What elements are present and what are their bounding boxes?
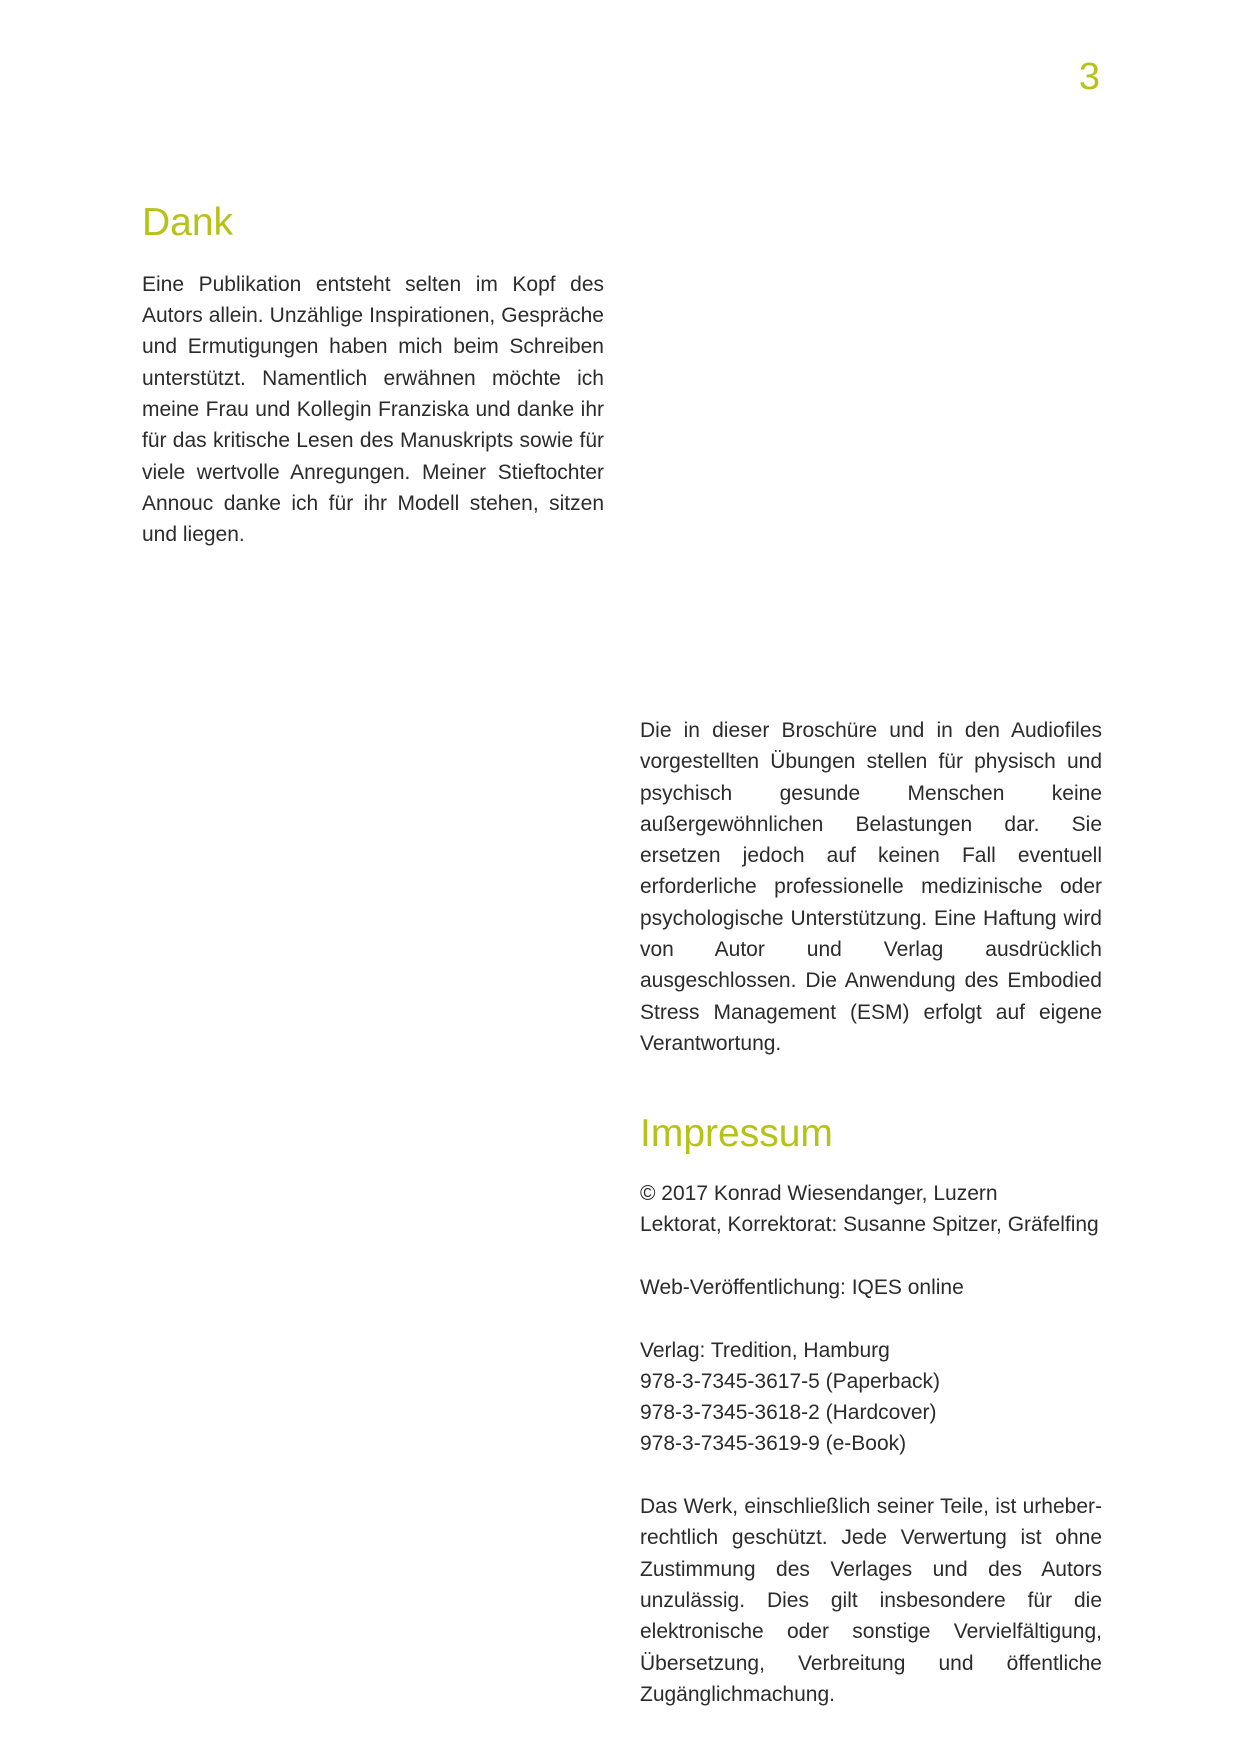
impressum-publisher-block <box>640 1335 1102 1460</box>
impressum-web <box>640 1272 1102 1303</box>
impressum-copyright: © 2017 Konrad Wiesendanger, Luzern <box>640 1182 998 1206</box>
dank-paragraph: Eine Publikation entsteht selten im Kopf des Autors allein. Unzählige Inspirationen, Gespräche und Ermutigungen haben mich beim Schreiben unterstützt. Namentlich erwähnen möchte ich meine Frau und Kollegin Franziska und danke ihr für das kritische Lesen des Manuskripts sowie für viele wertvolle Anregungen. Meiner Stieftochter Annouc danke ich für ihr Modell stehen, sitzen und liegen. <box>142 272 604 547</box>
impressum-rights-block <box>640 1491 1102 1710</box>
page-number: 3 <box>1078 56 1100 98</box>
disclaimer-paragraph: Die in dieser Broschüre und in den Audiofiles vorgestellten Übungen stellen für physisch und psychisch gesunde Menschen keine außergewöhnlichen Belastungen dar. Sie ersetzen jedoch auf keinen Fall eventuell erforderliche professionelle medizinische oder psychologische Unterstützung. Eine Haftung wird von Autor und Verlag ausdrücklich ausgeschlossen. Die Anwendung des Embodied Stress Management (ESM) erfolgt auf eigene Verantwortung. <box>640 719 1102 1055</box>
impressum-publisher: Verlag: Tredition, Hamburg <box>640 1338 890 1362</box>
isbn-hardcover: 978-3-7345-3618-2 (Hardcover) <box>640 1401 937 1425</box>
dank-heading: Dank <box>142 201 234 244</box>
isbn-paperback: 978-3-7345-3617-5 (Paperback) <box>640 1369 941 1393</box>
impressum-web-publication: Web-Veröffentlichung: IQES online <box>640 1275 964 1299</box>
right-column <box>640 715 1102 1710</box>
impressum-heading: Impressum <box>640 1112 833 1156</box>
impressum-editing: Lektorat, Korrektorat: Susanne Spitzer, Gräfelfing <box>640 1213 1099 1237</box>
rights-notice: Das Werk, einschließlich seiner Teile, ist urheberrechtlich geschützt. Jede Verwertung ist ohne Zustimmung des Verlages und des Autors unzulässig. Dies gilt insbesondere für die elektronische oder sonstige Vervielfältigung, Übersetzung, Verbreitung und öffentliche Zugänglichmachung. <box>640 1495 1102 1706</box>
impressum-credits <box>640 1178 1102 1241</box>
dank-section <box>142 200 604 550</box>
isbn-ebook: 978-3-7345-3619-9 (e-Book) <box>640 1432 907 1456</box>
